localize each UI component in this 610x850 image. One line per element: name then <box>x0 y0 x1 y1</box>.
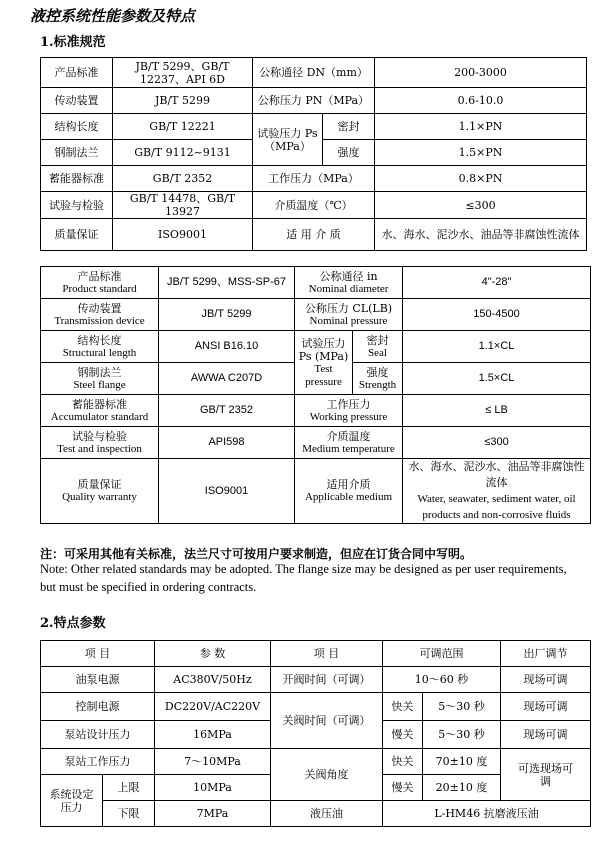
cell: 慢关 <box>383 775 423 801</box>
cell: 控制电源 <box>41 693 155 721</box>
value-cn: 水、海水、泥沙水、油品等非腐蚀性流体 <box>408 460 585 489</box>
cell: 强度 <box>323 140 375 166</box>
label-cn: 介质温度 <box>326 429 371 443</box>
label-cn: 质量保证 <box>77 478 122 491</box>
cell: API598 <box>159 427 295 459</box>
cell: 泵站设计压力 <box>41 721 155 749</box>
cell: 7MPa <box>155 801 271 827</box>
cell: 蓄能器标准 <box>41 166 113 192</box>
cell: 快关 <box>383 749 423 775</box>
cell: 7～10MPa <box>155 749 271 775</box>
cell: 0.8×PN <box>375 166 587 192</box>
cell <box>41 427 159 459</box>
label-cn: 工作压力 <box>326 397 371 411</box>
value-en: Water, seawater, sediment water, oil products and non-corrosive fluids <box>417 493 576 521</box>
cell: 慢关 <box>383 721 423 749</box>
cell: 1.5×CL <box>403 363 591 395</box>
label-en: Accumulator standard <box>50 410 149 423</box>
cell: GB/T 12221 <box>113 114 253 140</box>
label-cn: 适用介质 <box>326 478 371 491</box>
cell <box>41 267 159 299</box>
label-en: pressure <box>305 375 342 388</box>
cell: 关阀时间（可调） <box>271 693 383 749</box>
cell: 工作压力（MPa） <box>253 166 375 192</box>
cell: JB/T 5299 <box>159 299 295 331</box>
cell: ≤300 <box>375 192 587 219</box>
cell: AC380V/50Hz <box>155 667 271 693</box>
page-title: 液控系统性能参数及特点 <box>30 7 196 25</box>
cell: JB/T 5299、GB/T 12237、API 6D <box>113 58 253 88</box>
cell: 开阀时间（可调） <box>271 667 383 693</box>
cell: 密封 <box>323 114 375 140</box>
label-en: Nominal diameter <box>308 282 389 295</box>
header-cell: 项 目 <box>271 641 383 667</box>
label-en: Nominal pressure <box>309 314 388 327</box>
label-cn: 密封 <box>366 333 389 347</box>
cell: 10～60 秒 <box>383 667 501 693</box>
cell <box>295 299 403 331</box>
label-en: Test and inspection <box>57 442 142 455</box>
cell: 质量保证 <box>41 219 113 251</box>
cell <box>403 459 591 524</box>
label-en: Steel flange <box>73 378 126 391</box>
cell: 16MPa <box>155 721 271 749</box>
label-cn: 公称压力 CL(LB) <box>304 301 393 315</box>
label-cn: 结构长度 <box>77 333 122 347</box>
cell: ISO9001 <box>113 219 253 251</box>
cell: 1.1×PN <box>375 114 587 140</box>
standards-table-en <box>40 266 591 524</box>
label-cn: 钢制法兰 <box>77 365 122 379</box>
cell: ≤ LB <box>403 395 591 427</box>
cell: 快关 <box>383 693 423 721</box>
cell: L-HM46 抗磨液压油 <box>383 801 591 827</box>
cell: 现场可调 <box>501 693 591 721</box>
cell: 0.6-10.0 <box>375 88 587 114</box>
cell: 油泵电源 <box>41 667 155 693</box>
cell: 传动装置 <box>41 88 113 114</box>
cell: 5～30 秒 <box>423 693 501 721</box>
cell: 4"-28" <box>403 267 591 299</box>
cell: 下限 <box>103 801 155 827</box>
params-table <box>40 640 591 827</box>
label-cn: 产品标准 <box>77 269 122 283</box>
cell: JB/T 5299、MSS-SP-67 <box>159 267 295 299</box>
cell: 液压油 <box>271 801 383 827</box>
cell: 钢制法兰 <box>41 140 113 166</box>
cell: ≤300 <box>403 427 591 459</box>
label-cn: 公称通径 in <box>319 269 378 283</box>
cell <box>41 395 159 427</box>
label-en: Working pressure <box>309 410 388 423</box>
cell: 200-3000 <box>375 58 587 88</box>
header-cell: 出厂调节 <box>501 641 591 667</box>
label-cn: 试验与检验 <box>72 429 127 443</box>
cell <box>295 459 403 524</box>
cell <box>353 331 403 363</box>
cell <box>41 363 159 395</box>
header-cell: 项 目 <box>41 641 155 667</box>
section-2-heading: 2.特点参数 <box>40 616 106 631</box>
cell: 结构长度 <box>41 114 113 140</box>
cell: ISO9001 <box>159 459 295 524</box>
cell <box>353 363 403 395</box>
cell: ANSI B16.10 <box>159 331 295 363</box>
cell: 适 用 介 质 <box>253 219 375 251</box>
cell: 1.5×PN <box>375 140 587 166</box>
cell <box>295 395 403 427</box>
label-unit: Ps (MPa) <box>298 349 349 363</box>
header-cell: 参 数 <box>155 641 271 667</box>
cell: 20±10 度 <box>423 775 501 801</box>
cell <box>41 331 159 363</box>
section-1-heading: 1.标准规范 <box>40 35 106 50</box>
cell <box>295 427 403 459</box>
cell: 可选现场可调 <box>501 749 591 801</box>
note-en: Note: Other related standards may be adopted. The flange size may be designed as per user requirements, but must be specified in ordering contracts. <box>40 562 567 594</box>
label-en: Product standard <box>62 282 137 295</box>
cell <box>295 331 353 395</box>
label-en: Quality warranty <box>62 491 137 503</box>
label-en: Transmission device <box>54 314 145 327</box>
cell: 5～30 秒 <box>423 721 501 749</box>
cell: 150-4500 <box>403 299 591 331</box>
label-en: Test <box>314 362 333 375</box>
cell: 试验压力 Ps（MPa） <box>253 114 323 166</box>
cell: 公称压力 PN（MPa） <box>253 88 375 114</box>
cell: JB/T 5299 <box>113 88 253 114</box>
cell: 10MPa <box>155 775 271 801</box>
cell: 现场可调 <box>501 721 591 749</box>
label-en: Seal <box>368 346 387 359</box>
cell: GB/T 2352 <box>113 166 253 192</box>
label-en: Structural length <box>62 346 137 359</box>
label-en: Applicable medium <box>304 491 393 503</box>
cell: GB/T 2352 <box>159 395 295 427</box>
cell <box>41 459 159 524</box>
label-en: Medium temperature <box>302 442 395 455</box>
cell: GB/T 14478、GB/T 13927 <box>113 192 253 219</box>
label-cn: 试验压力 <box>301 336 346 350</box>
cell: 关阀角度 <box>271 749 383 801</box>
label-cn: 传动装置 <box>77 301 122 315</box>
cell: 系统设定压力 <box>41 775 103 827</box>
cell: 试验与检验 <box>41 192 113 219</box>
cell: 产品标准 <box>41 58 113 88</box>
label-en: Strength <box>358 378 397 391</box>
label-cn: 强度 <box>366 365 389 379</box>
cell: 1.1×CL <box>403 331 591 363</box>
cell: 水、海水、泥沙水、油品等非腐蚀性流体 <box>375 219 587 251</box>
cell <box>295 267 403 299</box>
cell: AWWA C207D <box>159 363 295 395</box>
header-cell: 可调范围 <box>383 641 501 667</box>
cell: 介质温度（℃） <box>253 192 375 219</box>
cell <box>41 299 159 331</box>
note-cn: 注：可采用其他有关标准，法兰尺寸可按用户要求制造，但应在订货合同中写明。 <box>40 547 473 561</box>
cell: 泵站工作压力 <box>41 749 155 775</box>
label-cn: 蓄能器标准 <box>72 397 127 411</box>
cell: 公称通径 DN（mm） <box>253 58 375 88</box>
cell: 70±10 度 <box>423 749 501 775</box>
cell: DC220V/AC220V <box>155 693 271 721</box>
cell: GB/T 9112~9131 <box>113 140 253 166</box>
cell: 现场可调 <box>501 667 591 693</box>
standards-table-cn <box>40 57 587 251</box>
cell: 上限 <box>103 775 155 801</box>
